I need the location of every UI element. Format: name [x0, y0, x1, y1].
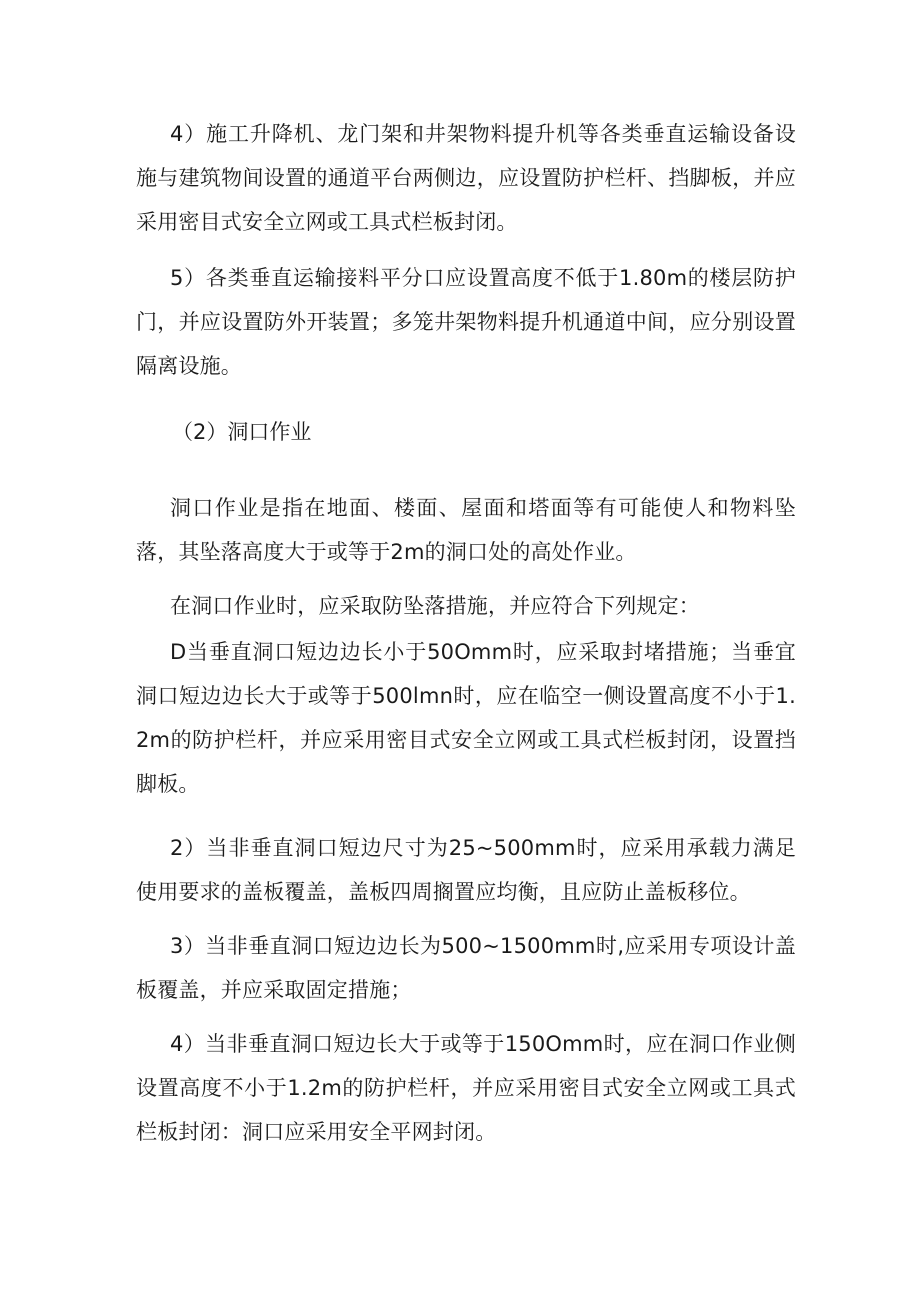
- paragraph-hoist-platform-guardrail: 4）施工升降机、龙门架和井架物料提升机等各类垂直运输设备设施与建筑物间设置的通道平台两侧边，应设置防护栏杆、挡脚板，并应采用密目式安全立网或工具式栏板封闭。: [136, 122, 796, 234]
- paragraph-nonvertical-medium-opening-rule: 3）当非垂直洞口短边边长为500~1500mm时,应采用专项设计盖板覆盖，并应采取固定措施；: [136, 934, 796, 1002]
- paragraph-vertical-opening-rule: D当垂直洞口短边边长小于50Omm时，应采取封堵措施；当垂宜洞口短边边长大于或等于500lmn时，应在临空一侧设置高度不小于1.2m的防护栏杆，并应采用密目式安全立网或工具式栏板封闭，设置挡脚板。: [136, 640, 796, 796]
- section-heading-opening-work: （2）洞口作业: [172, 420, 312, 444]
- paragraph-opening-work-definition: 洞口作业是指在地面、楼面、屋面和塔面等有可能使人和物料坠落，其坠落高度大于或等于2m的洞口处的高处作业。: [136, 496, 796, 564]
- paragraph-nonvertical-small-opening-rule: 2）当非垂直洞口短边尺寸为25~500mm时，应采用承载力满足使用要求的盖板覆盖，盖板四周搁置应均衡，且应防止盖板移位。: [136, 836, 796, 904]
- paragraph-floor-protective-door: 5）各类垂直运输接料平分口应设置高度不低于1.80m的楼层防护门，并应设置防外开装置；多笼井架物料提升机通道中间，应分别设置隔离设施。: [136, 266, 796, 378]
- paragraph-nonvertical-large-opening-rule: 4）当非垂直洞口短边长大于或等于150Omm时，应在洞口作业侧设置高度不小于1.2m的防护栏杆，并应采用密目式安全立网或工具式栏板封闭：洞口应采用安全平网封闭。: [136, 1032, 796, 1144]
- paragraph-opening-work-rules-intro: 在洞口作业时，应采取防坠落措施，并应符合下列规定：: [170, 594, 700, 618]
